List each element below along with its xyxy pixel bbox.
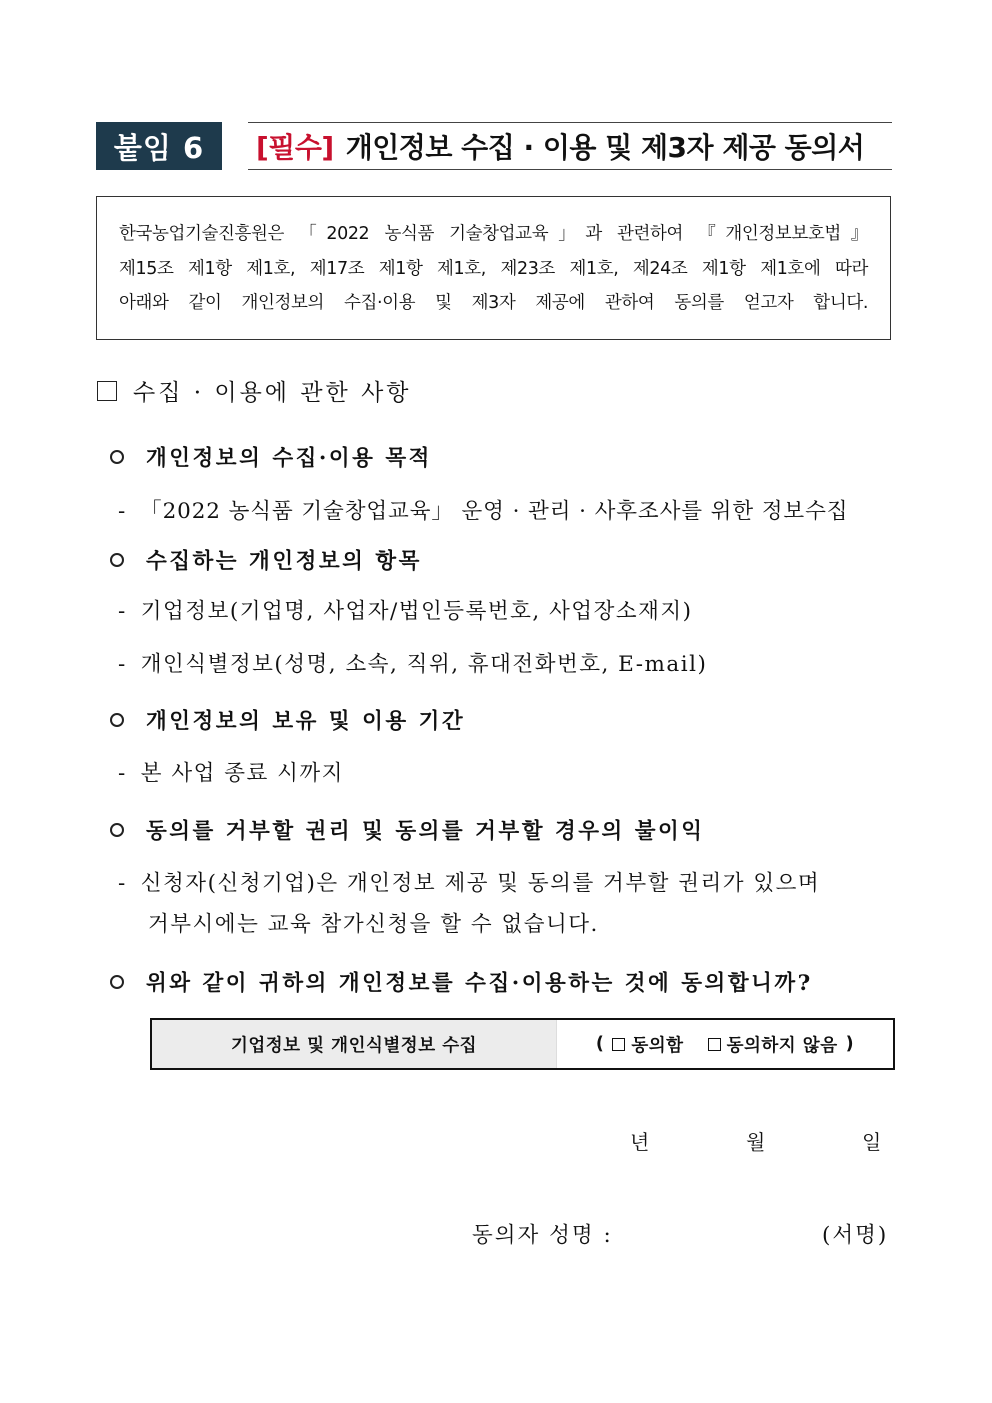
date-year: 년: [630, 1130, 650, 1154]
consent-label: 기업정보 및 개인식별정보 수집: [152, 1020, 557, 1068]
title-text: 개인정보 수집 · 이용 및 제3자 제공 동의서: [345, 131, 865, 164]
intro-line: 제15조 제1항 제1호, 제17조 제1항 제1호, 제23조 제1호, 제24조 제1항 제1호에 따라: [119, 258, 868, 279]
signer-name-label: 동의자 성명 :: [472, 1223, 613, 1248]
refuse-line-1-text: 신청자(신청기업)은 개인정보 제공 및 동의를 거부할 권리가 있으며: [140, 871, 821, 896]
refuse-heading-text: 동의를 거부할 권리 및 동의를 거부할 경우의 불이익: [146, 819, 705, 844]
consent-question: [110, 966, 813, 997]
agree-label: 동의함: [631, 1035, 684, 1056]
attachment-badge: 붙임 6: [96, 122, 222, 170]
dash: -: [118, 871, 127, 896]
period-item-text: 본 사업 종료 시까지: [140, 761, 344, 786]
document-title: [248, 122, 892, 170]
period-heading: [110, 704, 465, 735]
dash: -: [118, 599, 127, 624]
intro-line: 아래와 같이 개인정보의 수집·이용 및 제3자 제공에 관하여 동의를 얻고자 합니다.: [119, 293, 868, 313]
purpose-item: [118, 494, 848, 525]
signature-mark: (서명): [822, 1223, 889, 1248]
period-item: [118, 756, 344, 787]
items-2-text: 개인식별정보(성명, 소속, 직위, 휴대전화번호, E-mail): [140, 652, 708, 677]
consent-options: [557, 1020, 893, 1068]
purpose-item-text: 「2022 농식품 기술창업교육」 운영 · 관리 · 사후조사를 위한 정보수집: [140, 499, 849, 524]
circle-bullet-icon: [110, 975, 124, 989]
items-line-1: [118, 594, 693, 625]
period-heading-text: 개인정보의 보유 및 이용 기간: [146, 709, 466, 734]
purpose-heading-text: 개인정보의 수집·이용 목적: [146, 446, 432, 471]
circle-bullet-icon: [110, 553, 124, 567]
items-line-2: [118, 647, 707, 678]
close-paren: ): [845, 1034, 855, 1054]
refuse-line-1: [118, 866, 820, 897]
required-tag: [필수]: [256, 131, 334, 164]
agree-checkbox[interactable]: [612, 1038, 625, 1051]
circle-bullet-icon: [110, 713, 124, 727]
disagree-checkbox[interactable]: [708, 1038, 721, 1051]
purpose-heading: [110, 441, 432, 472]
dash: -: [118, 499, 127, 524]
date-day: 일: [862, 1130, 882, 1154]
section-heading: [97, 374, 412, 407]
dash: -: [118, 761, 127, 786]
open-paren: (: [595, 1034, 605, 1054]
square-bullet-icon: [97, 381, 117, 401]
consent-question-text: 위와 같이 귀하의 개인정보를 수집·이용하는 것에 동의합니까?: [146, 971, 813, 996]
section-title: 수집 · 이용에 관한 사항: [133, 380, 412, 406]
consent-table: [150, 1018, 895, 1070]
circle-bullet-icon: [110, 823, 124, 837]
dash: -: [118, 652, 127, 677]
items-1-text: 기업정보(기업명, 사업자/법인등록번호, 사업장소재지): [140, 599, 693, 624]
refuse-heading: [110, 814, 705, 845]
intro-line: 한국농업기술진흥원은 「2022 농식품 기술창업교육」과 관련하여 『개인정보보호법』: [119, 224, 868, 244]
items-heading-text: 수집하는 개인정보의 항목: [146, 549, 422, 574]
disagree-label: 동의하지 않음: [726, 1035, 838, 1056]
date-month: 월: [746, 1130, 766, 1154]
intro-box: [96, 196, 891, 340]
refuse-line-2: 거부시에는 교육 참가신청을 할 수 없습니다.: [148, 912, 599, 937]
items-heading: [110, 544, 422, 575]
circle-bullet-icon: [110, 450, 124, 464]
